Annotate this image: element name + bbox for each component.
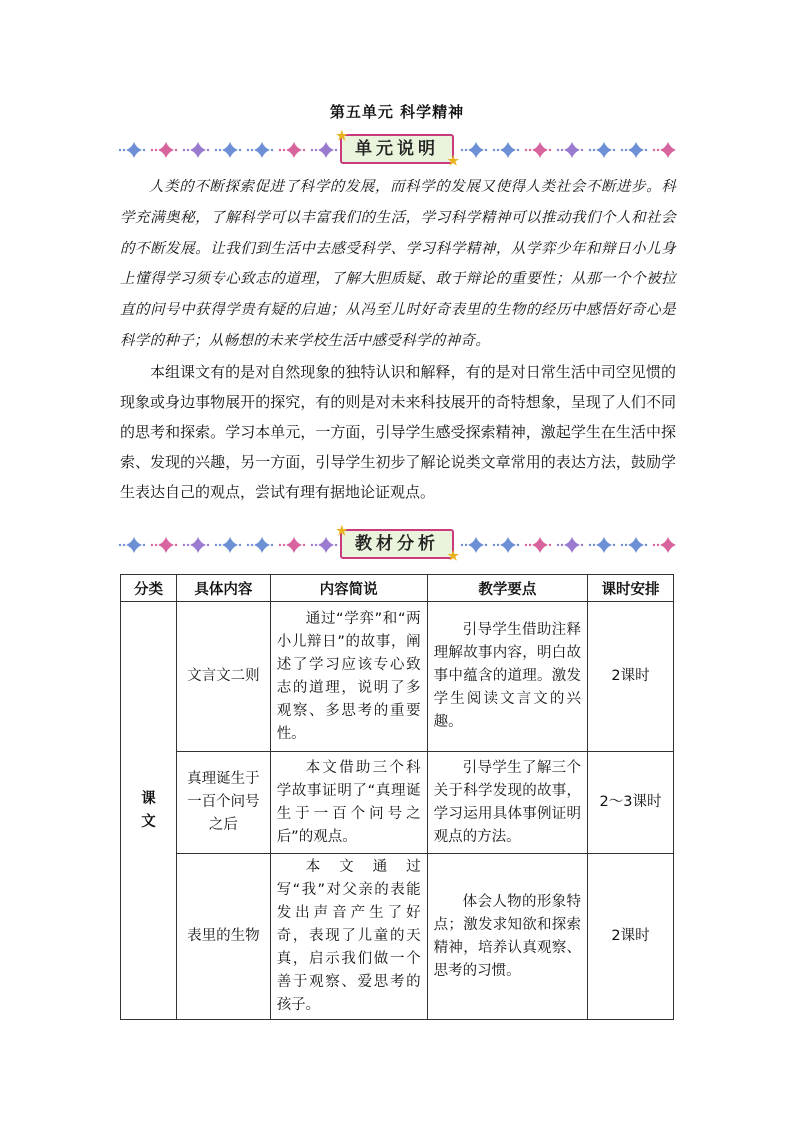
analysis-table: [120, 574, 674, 1020]
unit-banner: [118, 129, 676, 169]
sparkle-star-icon: [660, 142, 676, 158]
header-key-points: 教学要点: [427, 575, 587, 602]
sparkle-dot-icon: [465, 149, 467, 151]
sparkle-dot-icon: [557, 149, 559, 151]
sparkle-star-icon: [318, 537, 334, 553]
sparkle-dot-icon: [621, 544, 623, 546]
sparkle-dot-icon: [485, 544, 487, 546]
analysis-heading-badge: [336, 524, 459, 564]
sparkle-star-icon: [628, 142, 644, 158]
sparkle-star-icon: [126, 142, 142, 158]
class-hours: 2～3课时: [588, 752, 674, 854]
sparkle-dot-icon: [557, 544, 559, 546]
sparkle-dot-icon: [247, 544, 249, 546]
table-row: [121, 752, 674, 854]
sparkle-star-icon: [596, 537, 612, 553]
sparkle-dot-icon: [529, 149, 531, 151]
content-name: 真理诞生于一百个问号之后: [177, 752, 271, 854]
sparkle-dot-icon: [239, 149, 241, 151]
sparkle-dot-icon: [123, 544, 125, 546]
sparkle-dot-icon: [151, 149, 153, 151]
sparkle-dot-icon: [219, 544, 221, 546]
sparkle-dot-icon: [581, 544, 583, 546]
sparkle-dot-icon: [581, 149, 583, 151]
sparkle-star-icon: [500, 537, 516, 553]
star-icon: ★: [447, 549, 459, 564]
sparkle-dot-icon: [549, 544, 551, 546]
header-summary: 内容简说: [270, 575, 427, 602]
sparkle-dot-icon: [315, 544, 317, 546]
sparkle-dot-icon: [207, 544, 209, 546]
sparkle-dot-icon: [657, 544, 659, 546]
class-hours: 2课时: [588, 854, 674, 1020]
sparkle-star-icon: [286, 537, 302, 553]
sparkle-dot-icon: [303, 149, 305, 151]
sparkle-dot-icon: [497, 149, 499, 151]
sparkle-dot-icon: [645, 149, 647, 151]
sparkle-dot-icon: [207, 149, 209, 151]
sparkle-dot-icon: [589, 544, 591, 546]
sparkle-dot-icon: [625, 544, 627, 546]
category-label: 课文: [141, 790, 156, 830]
sparkle-star-icon: [222, 537, 238, 553]
sparkle-star-icon: [190, 537, 206, 553]
unit-paragraph-1: 人类的不断探索促进了科学的发展，而科学的发展又使得人类社会不断进步。科学充满奥秘，了解科学可以丰富我们的生活，学习科学精神可以推动我们个人和社会的不断发展。让我们到生活中去感受科学、学习科学精神，从学弈少年和辩日小儿身上懂得学习须专心致志的道理，了解大胆质疑、敢于辩论的重要性；从那一个个被拉直的问号中获得学贵有疑的启迪；从冯至儿时好奇表里的生物的经历中感悟好奇心是科学的种子；从畅想的未来学校生活中感受科学的神奇。: [120, 179, 676, 349]
sparkle-dot-icon: [187, 149, 189, 151]
unit-paragraph-2: 本组课文有的是对自然现象的独特认识和解释，有的是对日常生活中司空见惯的现象或身边事物展开的探究，有的则是对未来科技展开的奇特想象，呈现了人们不同的思考和探索。学习本单元，一方面，引导学生感受探索精神，激起学生在生活中探索、发现的兴趣，另一方面，引导学生初步了解论说类文章常用的表达方法，鼓励学生表达自己的观点，尝试有理有据地论证观点。: [120, 363, 676, 501]
sparkle-dot-icon: [529, 544, 531, 546]
sparkle-star-icon: [126, 537, 142, 553]
sparkle-dot-icon: [461, 544, 463, 546]
sparkle-dot-icon: [497, 544, 499, 546]
content-summary: 本文借助三个科学故事证明了“真理诞生于一百个问号之后”的观点。: [270, 752, 427, 854]
sparkle-star-icon: [532, 537, 548, 553]
sparkle-star-icon: [286, 142, 302, 158]
sparkle-dot-icon: [151, 544, 153, 546]
sparkle-dot-icon: [525, 149, 527, 151]
sparkle-star-icon: [318, 142, 334, 158]
sparkle-dot-icon: [271, 149, 273, 151]
table-row: [121, 602, 674, 752]
sparkle-star-icon: [254, 537, 270, 553]
unit-heading-badge: [336, 129, 459, 169]
star-icon: ★: [336, 129, 348, 144]
sparkle-dot-icon: [485, 149, 487, 151]
sparkle-dot-icon: [215, 544, 217, 546]
sparkle-dot-icon: [311, 149, 313, 151]
sparkle-dot-icon: [175, 544, 177, 546]
sparkle-dot-icon: [517, 149, 519, 151]
sparkle-star-icon: [468, 537, 484, 553]
sparkle-dot-icon: [335, 149, 337, 151]
sparkle-dot-icon: [279, 149, 281, 151]
table-header-row: [121, 575, 674, 602]
sparkle-star-icon: [564, 142, 580, 158]
sparkle-dot-icon: [119, 149, 121, 151]
sparkle-dot-icon: [653, 149, 655, 151]
sparkle-star-icon: [596, 142, 612, 158]
sparkle-dot-icon: [561, 544, 563, 546]
sparkle-dot-icon: [625, 149, 627, 151]
sparkle-star-icon: [222, 142, 238, 158]
sparkle-dot-icon: [549, 149, 551, 151]
content-summary: 本文通过写“我”对父亲的表能发出声音产生了好奇，表现了儿童的天真，启示我们做一个善于观察、爱思考的孩子。: [270, 854, 427, 1020]
content-name: 文言文二则: [177, 602, 271, 752]
sparkle-star-icon: [532, 142, 548, 158]
star-icon: ★: [336, 524, 348, 539]
sparkle-dot-icon: [279, 544, 281, 546]
sparkle-dot-icon: [251, 149, 253, 151]
sparkle-dot-icon: [613, 544, 615, 546]
page-title: 第五单元 科学精神: [329, 103, 465, 121]
class-hours: 2课时: [588, 602, 674, 752]
sparkle-dot-icon: [175, 149, 177, 151]
sparkle-dot-icon: [593, 149, 595, 151]
sparkle-dot-icon: [247, 149, 249, 151]
sparkle-dot-icon: [645, 544, 647, 546]
sparkle-dot-icon: [155, 544, 157, 546]
sparkle-dot-icon: [239, 544, 241, 546]
sparkle-dot-icon: [493, 149, 495, 151]
sparkle-star-icon: [158, 537, 174, 553]
sparkle-dot-icon: [593, 544, 595, 546]
sparkle-dot-icon: [303, 544, 305, 546]
sparkle-dot-icon: [465, 544, 467, 546]
sparkle-dot-icon: [561, 149, 563, 151]
analysis-banner: [118, 524, 676, 564]
sparkle-dot-icon: [123, 149, 125, 151]
sparkle-dot-icon: [311, 544, 313, 546]
key-points: 引导学生了解三个关于科学发现的故事，学习运用具体事例证明观点的方法。: [427, 752, 587, 854]
sparkle-star-icon: [500, 142, 516, 158]
key-points: 体会人物的形象特点；激发求知欲和探索精神，培养认真观察、思考的习惯。: [427, 854, 587, 1020]
sparkle-star-icon: [628, 537, 644, 553]
content-name: 表里的生物: [177, 854, 271, 1020]
sparkle-dot-icon: [187, 544, 189, 546]
sparkle-dot-icon: [215, 149, 217, 151]
sparkle-star-icon: [660, 537, 676, 553]
sparkle-dot-icon: [271, 544, 273, 546]
sparkle-dot-icon: [251, 544, 253, 546]
sparkle-dot-icon: [589, 149, 591, 151]
sparkle-dot-icon: [335, 544, 337, 546]
sparkle-dot-icon: [315, 149, 317, 151]
star-icon: ★: [447, 154, 459, 169]
sparkle-dot-icon: [461, 149, 463, 151]
key-points: 引导学生借助注释理解故事内容，明白故事中蕴含的道理。激发学生阅读文言文的兴趣。: [427, 602, 587, 752]
sparkle-dot-icon: [653, 544, 655, 546]
header-category: 分类: [121, 575, 177, 602]
content-summary: 通过“学弈”和“两小儿辩日”的故事，阐述了学习应该专心致志的道理，说明了多观察、多思考的重要性。: [270, 602, 427, 752]
sparkle-dot-icon: [283, 149, 285, 151]
sparkle-dot-icon: [621, 149, 623, 151]
table-row: [121, 854, 674, 1020]
sparkle-star-icon: [158, 142, 174, 158]
sparkle-dot-icon: [143, 544, 145, 546]
sparkle-dot-icon: [183, 544, 185, 546]
sparkle-dot-icon: [183, 149, 185, 151]
sparkle-dot-icon: [613, 149, 615, 151]
sparkle-star-icon: [190, 142, 206, 158]
unit-heading: 单元说明: [355, 139, 439, 159]
sparkle-dot-icon: [143, 149, 145, 151]
sparkle-dot-icon: [657, 149, 659, 151]
sparkle-dot-icon: [517, 544, 519, 546]
header-schedule: 课时安排: [588, 575, 674, 602]
sparkle-dot-icon: [219, 149, 221, 151]
sparkle-dot-icon: [493, 544, 495, 546]
header-content: 具体内容: [177, 575, 271, 602]
category-cell: [121, 602, 177, 1020]
sparkle-star-icon: [254, 142, 270, 158]
sparkle-dot-icon: [525, 544, 527, 546]
analysis-heading: 教材分析: [355, 534, 439, 554]
sparkle-star-icon: [564, 537, 580, 553]
sparkle-star-icon: [468, 142, 484, 158]
sparkle-dot-icon: [283, 544, 285, 546]
sparkle-dot-icon: [155, 149, 157, 151]
sparkle-dot-icon: [119, 544, 121, 546]
